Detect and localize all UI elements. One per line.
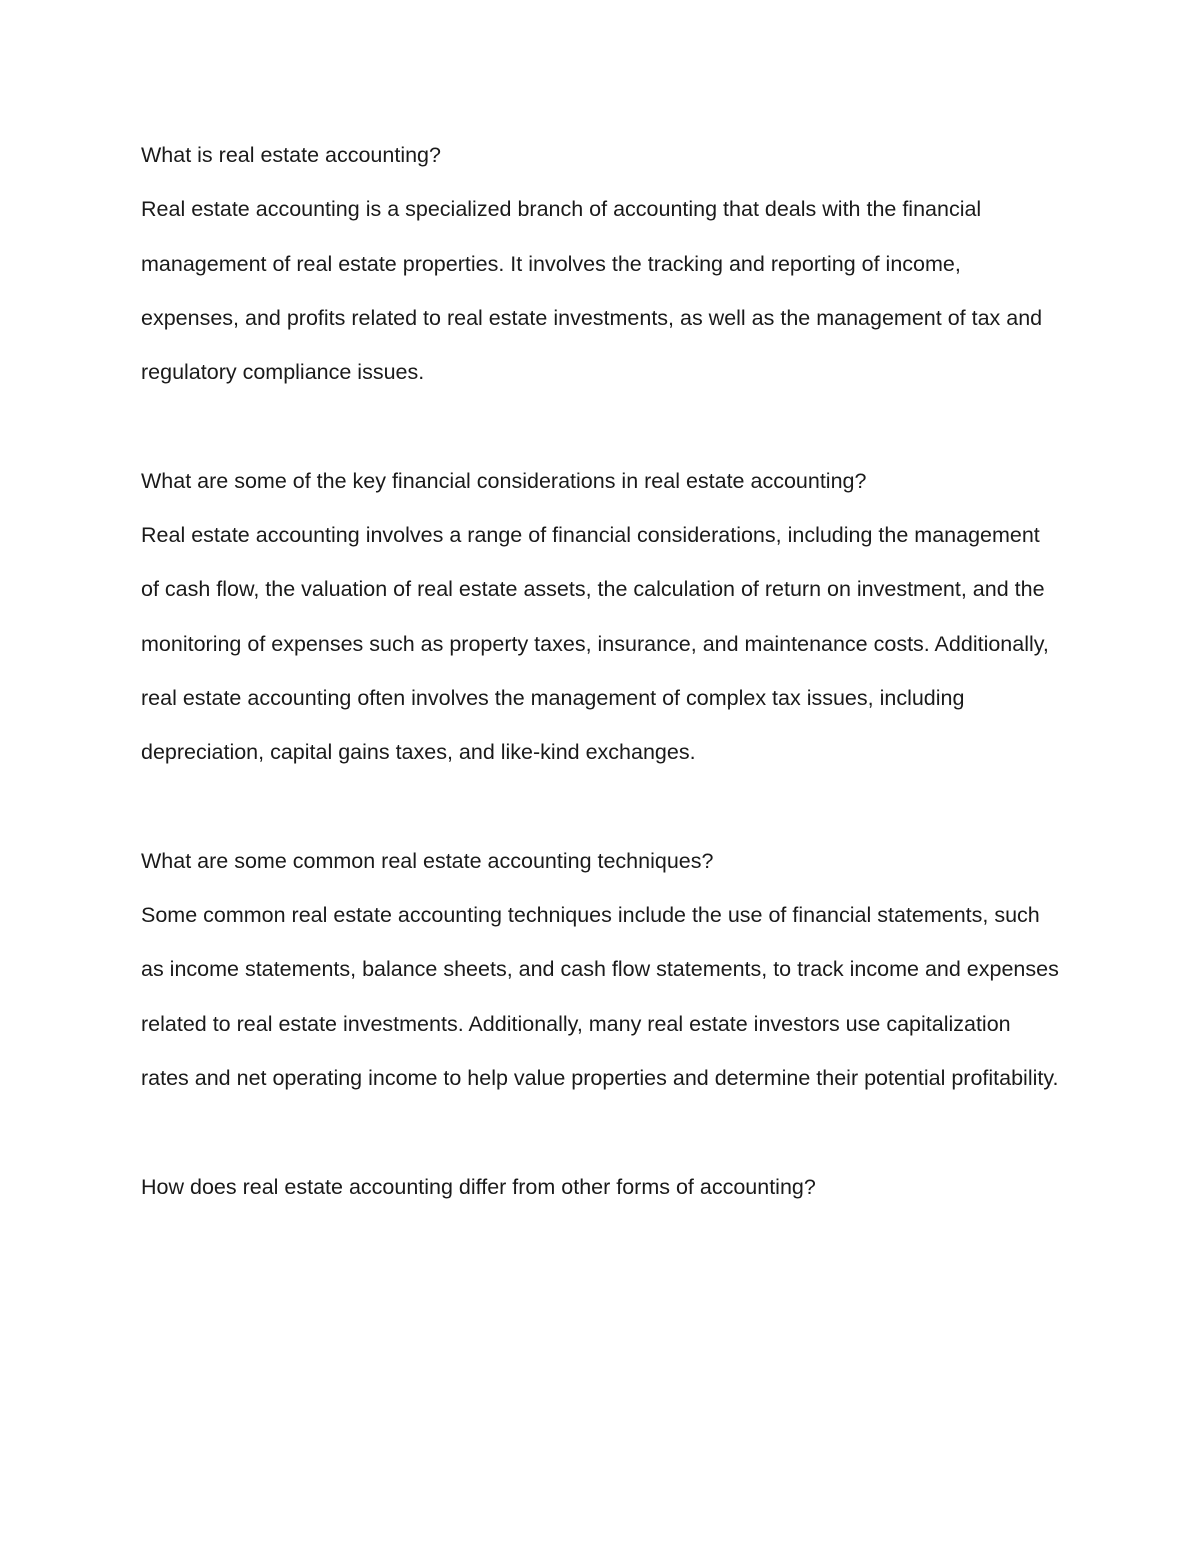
- answer-paragraph: Real estate accounting involves a range of financial considerations, including the management of cash flow, the valuation of real estate assets, the calculation of return on investment, and the monitoring of expenses such as property taxes, insurance, and maintenance costs. Additionally, real estate accounting often involves the management of complex tax issues, including depreciation, capital gains taxes, and like-kind exchanges.: [141, 523, 1049, 765]
- document-body: [141, 128, 1061, 1214]
- question-heading: What is real estate accounting?: [141, 143, 441, 167]
- qa-section: [141, 128, 1061, 399]
- answer-paragraph: Some common real estate accounting techniques include the use of financial statements, such as income statements, balance sheets, and cash flow statements, to track income and expenses related to real estate investments. Additionally, many real estate investors use capitalization rates and net operating income to help value properties and determine their potential profitability.: [141, 903, 1059, 1091]
- qa-section: [141, 834, 1061, 1105]
- qa-section: [141, 1160, 1061, 1214]
- answer-paragraph: Real estate accounting is a specialized branch of accounting that deals with the financial management of real estate properties. It involves the tracking and reporting of income, expenses, and profits related to real estate investments, as well as the management of tax and regulatory compliance issues.: [141, 197, 1043, 385]
- question-heading: What are some common real estate accounting techniques?: [141, 848, 714, 873]
- question-heading: How does real estate accounting differ from other forms of accounting?: [141, 1174, 816, 1199]
- qa-section: [141, 454, 1061, 780]
- question-heading: What are some of the key financial considerations in real estate accounting?: [141, 468, 867, 493]
